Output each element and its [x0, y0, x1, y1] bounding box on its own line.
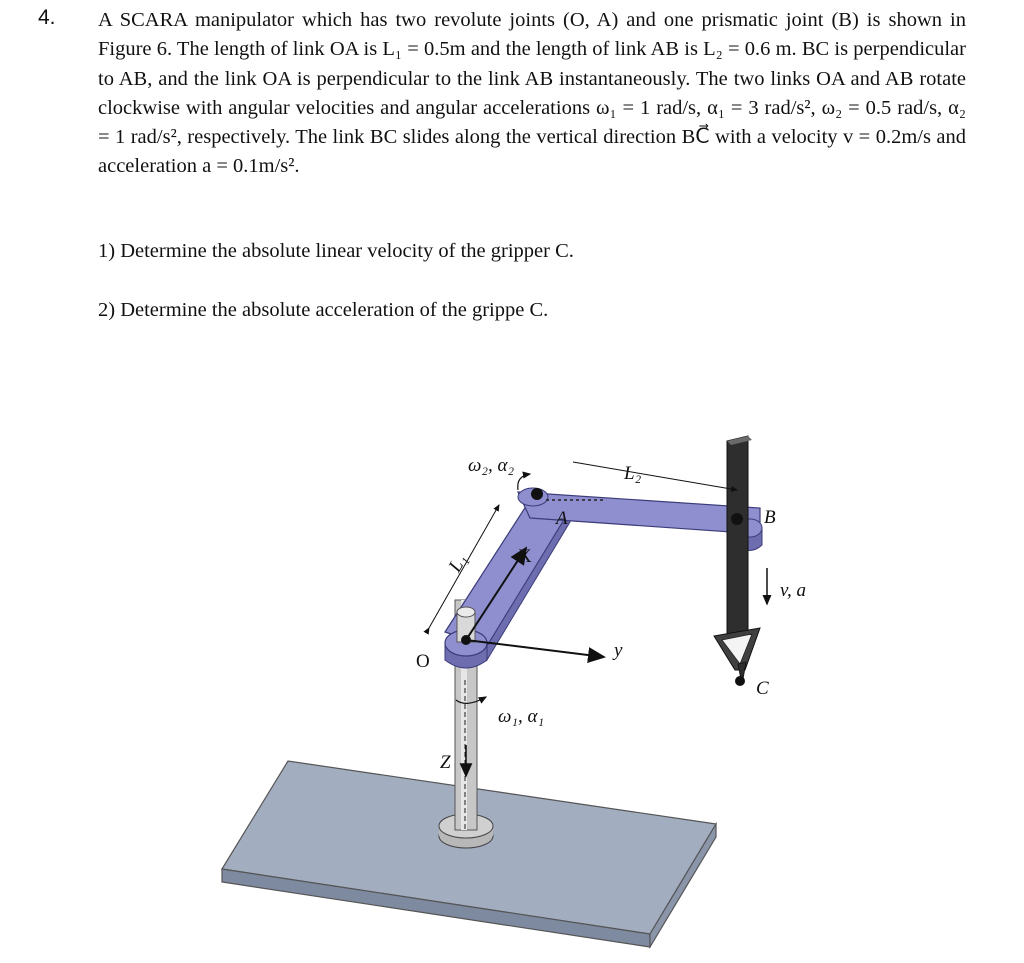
joint-B-dot: [731, 513, 743, 525]
label-A: A: [556, 508, 568, 529]
question-1: 1) Determine the absolute linear velocity of the gripper C.: [98, 240, 574, 262]
label-X: X: [518, 546, 532, 567]
label-L1: L₁: [444, 550, 472, 576]
problem-statement: A SCARA manipulator which has two revolute joints (O, A) and one prismatic joint (B) is shown in Figure 6. The length of link OA is L₁ = 0.5m and the length of link AB is L₂ = 0.6 m. BC is perpendicular to AB, and the link OA is perpendicular to the link AB instantaneously. The two links OA and AB rotate clockwise with angular velocities and angular accelerations ω₁ = 1 rad/s, α₁ = 3 rad/s², ω₂ = 0.5 rad/s, α₂ = 1 rad/s², respectively. The link BC slides along the vertical direction BC⃗ with a velocity v = 0.2m/s and acceleration a = 0.1m/s².: [98, 9, 966, 178]
question-2: 2) Determine the absolute acceleration of the grippe C.: [98, 299, 549, 321]
joint-A-dot: [531, 488, 543, 500]
problem-number: 4.: [38, 6, 56, 29]
gripper-BC: [714, 436, 760, 685]
label-O: O: [416, 651, 430, 672]
point-C-dot: [735, 676, 745, 686]
L2-dimension-line: [573, 462, 737, 490]
label-omega1-alpha1: ω₁, α₁: [498, 706, 545, 727]
label-omega2-alpha2: ω₂, α₂: [468, 455, 515, 476]
rotation-arrow-A: [518, 474, 530, 490]
label-Z: Z: [440, 752, 451, 773]
label-L2: L₂: [624, 463, 642, 484]
label-C: C: [756, 678, 769, 699]
label-v-a: v, a: [780, 580, 807, 601]
label-y: y: [614, 640, 623, 661]
label-B: B: [764, 507, 776, 528]
